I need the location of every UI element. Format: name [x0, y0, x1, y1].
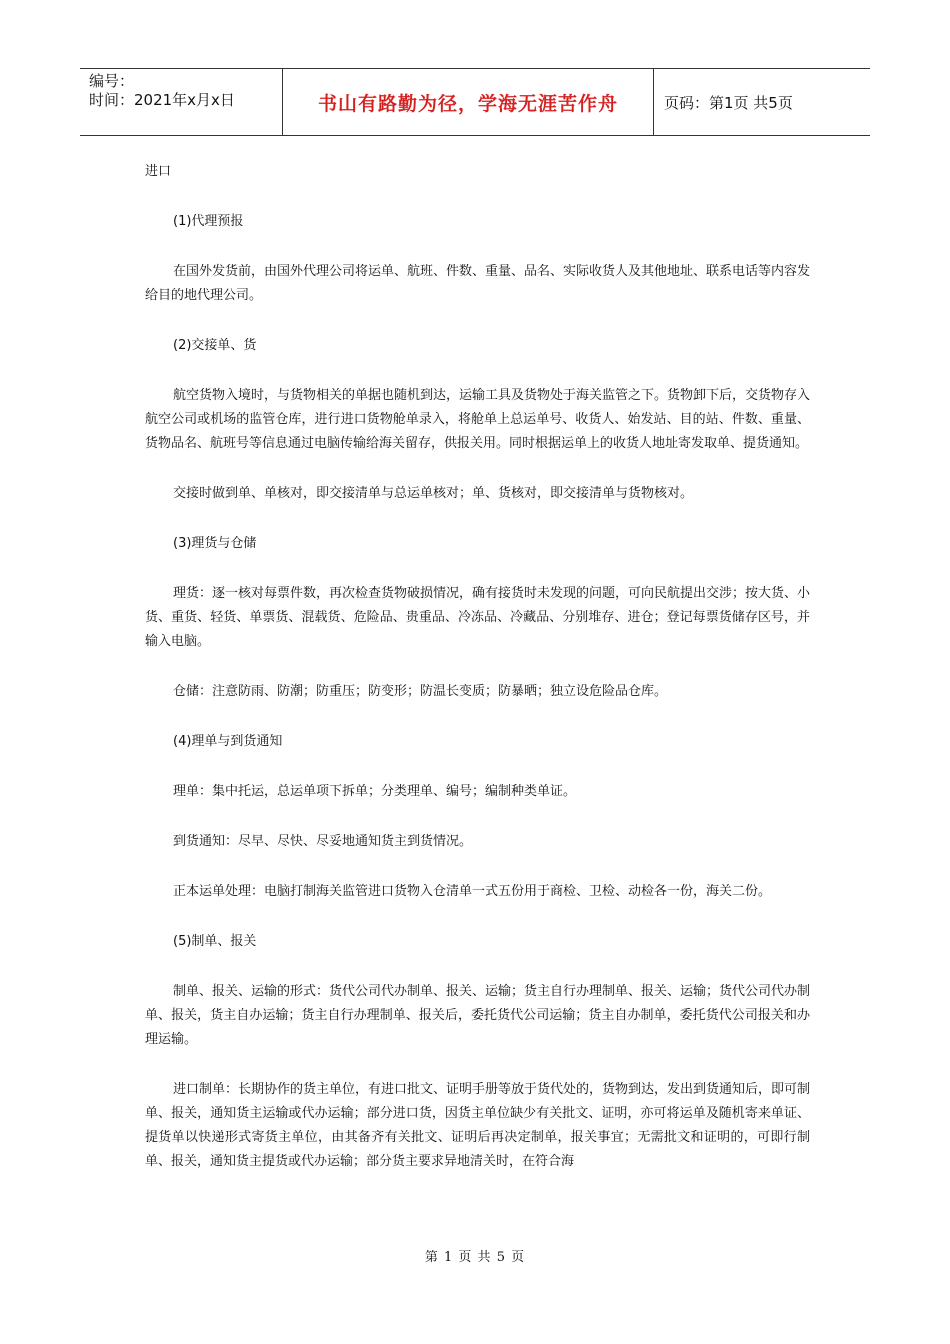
paragraph: 交接时做到单、单核对，即交接清单与总运单核对；单、货核对，即交接清单与货物核对。	[173, 486, 694, 501]
paragraph: 进口制单：长期协作的货主单位，有进口批文、证明手册等放于货代处的，货物到达，发出到货通知后，即可制单、报关，通知货主运输或代办运输；部分进口货，因货主单位缺少有关批文、证明，亦可将运单及随机寄来单证、提货单以快递形式寄货主单位，由其备齐有关批文、证明后再决定制单，报关事宜；无需批文和证明的，可即行制单、报关，通知货主提货或代办运输；部分货主要求异地清关时，在符合海	[145, 1082, 811, 1169]
doc-number-label: 编号：	[89, 72, 135, 90]
paragraph: 在国外发货前，由国外代理公司将运单、航班、件数、重量、品名、实际收货人及其他地址、联系电话等内容发给目的地代理公司。	[145, 264, 811, 303]
paragraph: 理单：集中托运，总运单项下拆单；分类理单、编号；编制种类单证。	[173, 784, 577, 799]
paragraph: 仓储：注意防雨、防潮；防重压；防变形；防温长变质；防暴晒；独立设危险品仓库。	[173, 684, 668, 699]
paragraph: 制单、报关、运输的形式：货代公司代办制单、报关、运输；货主自行办理制单、报关、运输；货代公司代办制单、报关，货主自办运输；货主自行办理制单、报关后，委托货代公司运输；货主自办制单，委托货代公司报关和办理运输。	[145, 984, 811, 1047]
paragraph: 航空货物入境时，与货物相关的单据也随机到达，运输工具及货物处于海关监管之下。货物卸下后，交货物存入航空公司或机场的监管仓库，进行进口货物舱单录入，将舱单上总运单号、收货人、始发站、目的站、件数、重量、货物品名、航班号等信息通过电脑传输给海关留存，供报关用。同时根据运单上的收货人地址寄发取单、提货通知。	[145, 388, 811, 451]
subheading-customs: (5)制单、报关	[173, 934, 257, 949]
doc-date-label: 时间：2021年x月x日	[89, 91, 235, 109]
paragraph: 到货通知：尽早、尽快、尽妥地通知货主到货情况。	[173, 834, 473, 849]
paragraph: 正本运单处理：电脑打制海关监管进口货物入仓清单一式五份用于商检、卫检、动检各一份，海关二份。	[173, 884, 772, 899]
header-meta-cell	[80, 69, 283, 135]
header-slogan: 书山有路勤为径，学海无涯苦作舟	[283, 69, 654, 135]
subheading-handover: (2)交接单、货	[173, 338, 257, 353]
page-header	[80, 68, 870, 136]
subheading-tally-storage: (3)理货与仓储	[173, 536, 257, 551]
subheading-doc-arrival-notice: (4)理单与到货通知	[173, 734, 283, 749]
subheading-agent-forecast: (1)代理预报	[173, 214, 244, 229]
paragraph: 理货：逐一核对每票件数，再次检查货物破损情况，确有接货时未发现的问题，可向民航提出交涉；按大货、小货、重货、轻货、单票货、混载货、危险品、贵重品、冷冻品、冷藏品、分别堆存、进仓；登记每票货储存区号，并输入电脑。	[145, 586, 811, 649]
header-page-info: 页码：第1页 共5页	[664, 93, 793, 112]
page-footer: 第 1 页 共 5 页	[424, 1250, 526, 1265]
section-title: 进口	[145, 164, 172, 179]
document-body	[145, 160, 810, 1200]
